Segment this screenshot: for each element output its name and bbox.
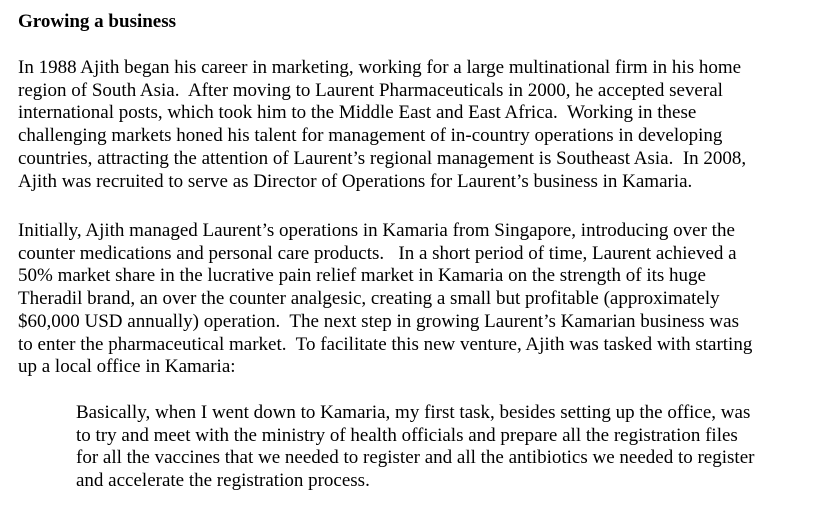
text-line: Ajith was recruited to serve as Director of Operations for Laurent’s business in Kamaria. [18,170,693,192]
text-line: up a local office in Kamaria: [18,356,236,378]
text-line: to enter the pharmaceutical market. To facilitate this new venture, Ajith was tasked with starting [18,333,753,355]
text-line: for all the vaccines that we needed to register and all the antibiotics we needed to register [76,447,755,469]
text-line: Theradil brand, an over the counter analgesic, creating a small but profitable (approximately [18,288,720,310]
text-line: challenging markets honed his talent for management of in-country operations in developing [18,125,723,147]
section-heading: Growing a business [18,11,177,32]
text-line: and accelerate the registration process. [76,470,370,492]
text-line: region of South Asia. After moving to Laurent Pharmaceuticals in 2000, he accepted several [18,79,723,101]
text-line: Basically, when I went down to Kamaria, my first task, besides setting up the office, was [76,402,751,423]
text-line: to try and meet with the ministry of health officials and prepare all the registration files [76,424,738,446]
text-line: $60,000 USD annually) operation. The next step in growing Laurent’s Kamarian business was [18,310,739,332]
text-line: 50% market share in the lucrative pain relief market in Kamaria on the strength of its huge [18,265,706,287]
text-line: In 1988 Ajith began his career in marketing, working for a large multinational firm in his home [18,57,742,78]
text-line: countries, attracting the attention of Laurent’s regional management is Southeast Asia. In 2008, [18,147,747,169]
text-line: counter medications and personal care products. In a short period of time, Laurent achieved a [18,242,737,264]
paragraph-career [18,57,746,193]
paragraph-operations [18,220,752,379]
text-line: Initially, Ajith managed Laurent’s operations in Kamaria from Singapore, introducing over the [18,220,735,241]
block-quote [76,402,754,493]
text-line: international posts, which took him to the Middle East and East Africa. Working in these [18,102,697,124]
